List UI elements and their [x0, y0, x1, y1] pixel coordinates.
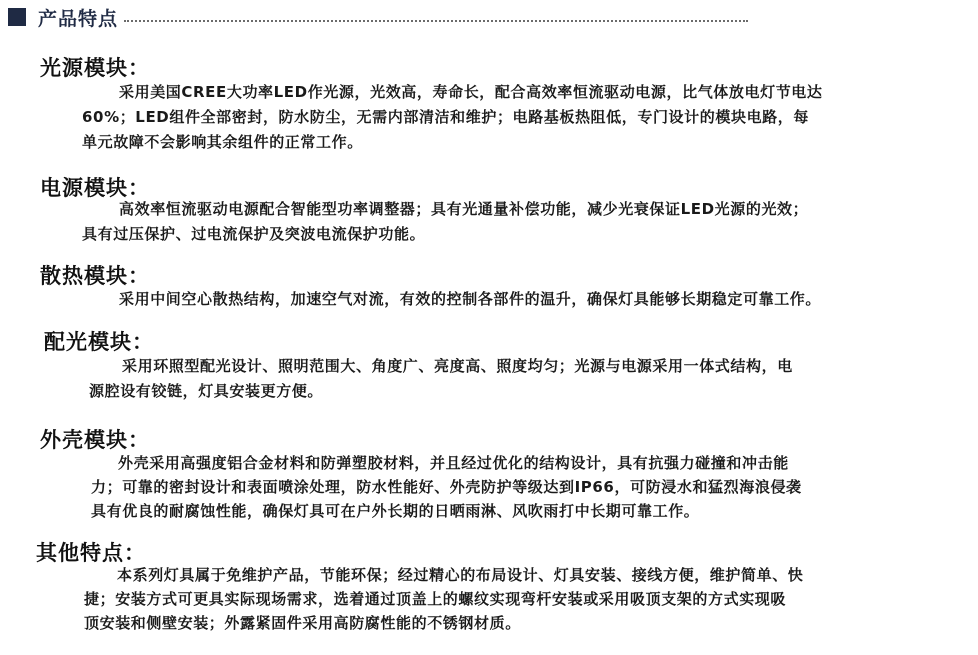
section-text-line: 本系列灯具属于免维护产品，节能环保；经过精心的布局设计、灯具安装、接线方便，维护简单、快	[117, 566, 804, 584]
section-text-line: 高效率恒流驱动电源配合智能型功率调整器；具有光通量补偿功能，减少光衰保证LED光源的光效；	[119, 200, 809, 218]
section-text-line: 外壳采用高强度铝合金材料和防弹塑胶材料，并且经过优化的结构设计，具有抗强力碰撞和冲击能	[118, 454, 789, 472]
section-text-line: 顶安装和侧壁安装；外露紧固件采用高防腐性能的不锈钢材质。	[84, 614, 521, 632]
section-title: 外壳模块：	[40, 428, 150, 452]
section-text-line: 单元故障不会影响其余组件的正常工作。	[82, 133, 363, 151]
section-text-line: 采用美国CREE大功率LED作光源，光效高，寿命长，配合高效率恒流驱动电源，比气体放电灯节电达	[119, 83, 823, 101]
section-text-line: 捷；安装方式可更具实际现场需求，选着通过顶盖上的螺纹实现弯杆安装或采用吸顶支架的方式实现吸	[84, 590, 787, 608]
section-header	[8, 6, 748, 28]
section-text-line: 力；可靠的密封设计和表面喷涂处理，防水性能好、外壳防护等级达到IP66，可防浸水和猛烈海浪侵袭	[91, 478, 802, 496]
header-title: 产品特点	[38, 7, 119, 30]
section-text-line: 具有优良的耐腐蚀性能，确保灯具可在户外长期的日晒雨淋、风吹雨打中长期可靠工作。	[91, 502, 700, 520]
section-title: 散热模块：	[40, 264, 150, 288]
section-text-line: 60%；LED组件全部密封，防水防尘，无需内部清洁和维护；电路基板热阻低，专门设计的模块电路，每	[82, 108, 809, 126]
section-text-line: 采用中间空心散热结构，加速空气对流，有效的控制各部件的温升，确保灯具能够长期稳定可靠工作。	[119, 290, 822, 308]
section-title: 光源模块：	[40, 56, 150, 80]
section-text-line: 采用环照型配光设计、照明范围大、角度广、亮度高、照度均匀；光源与电源采用一体式结构，电	[122, 357, 793, 375]
section-text-line: 源腔设有铰链，灯具安装更方便。	[89, 382, 324, 400]
header-square-icon	[8, 8, 26, 26]
section-title: 电源模块：	[40, 176, 150, 200]
section-title: 其他特点：	[36, 541, 146, 565]
section-text-line: 具有过压保护、过电流保护及突波电流保护功能。	[82, 225, 426, 243]
header-dotted-divider	[124, 20, 748, 22]
section-title: 配光模块：	[44, 330, 154, 354]
